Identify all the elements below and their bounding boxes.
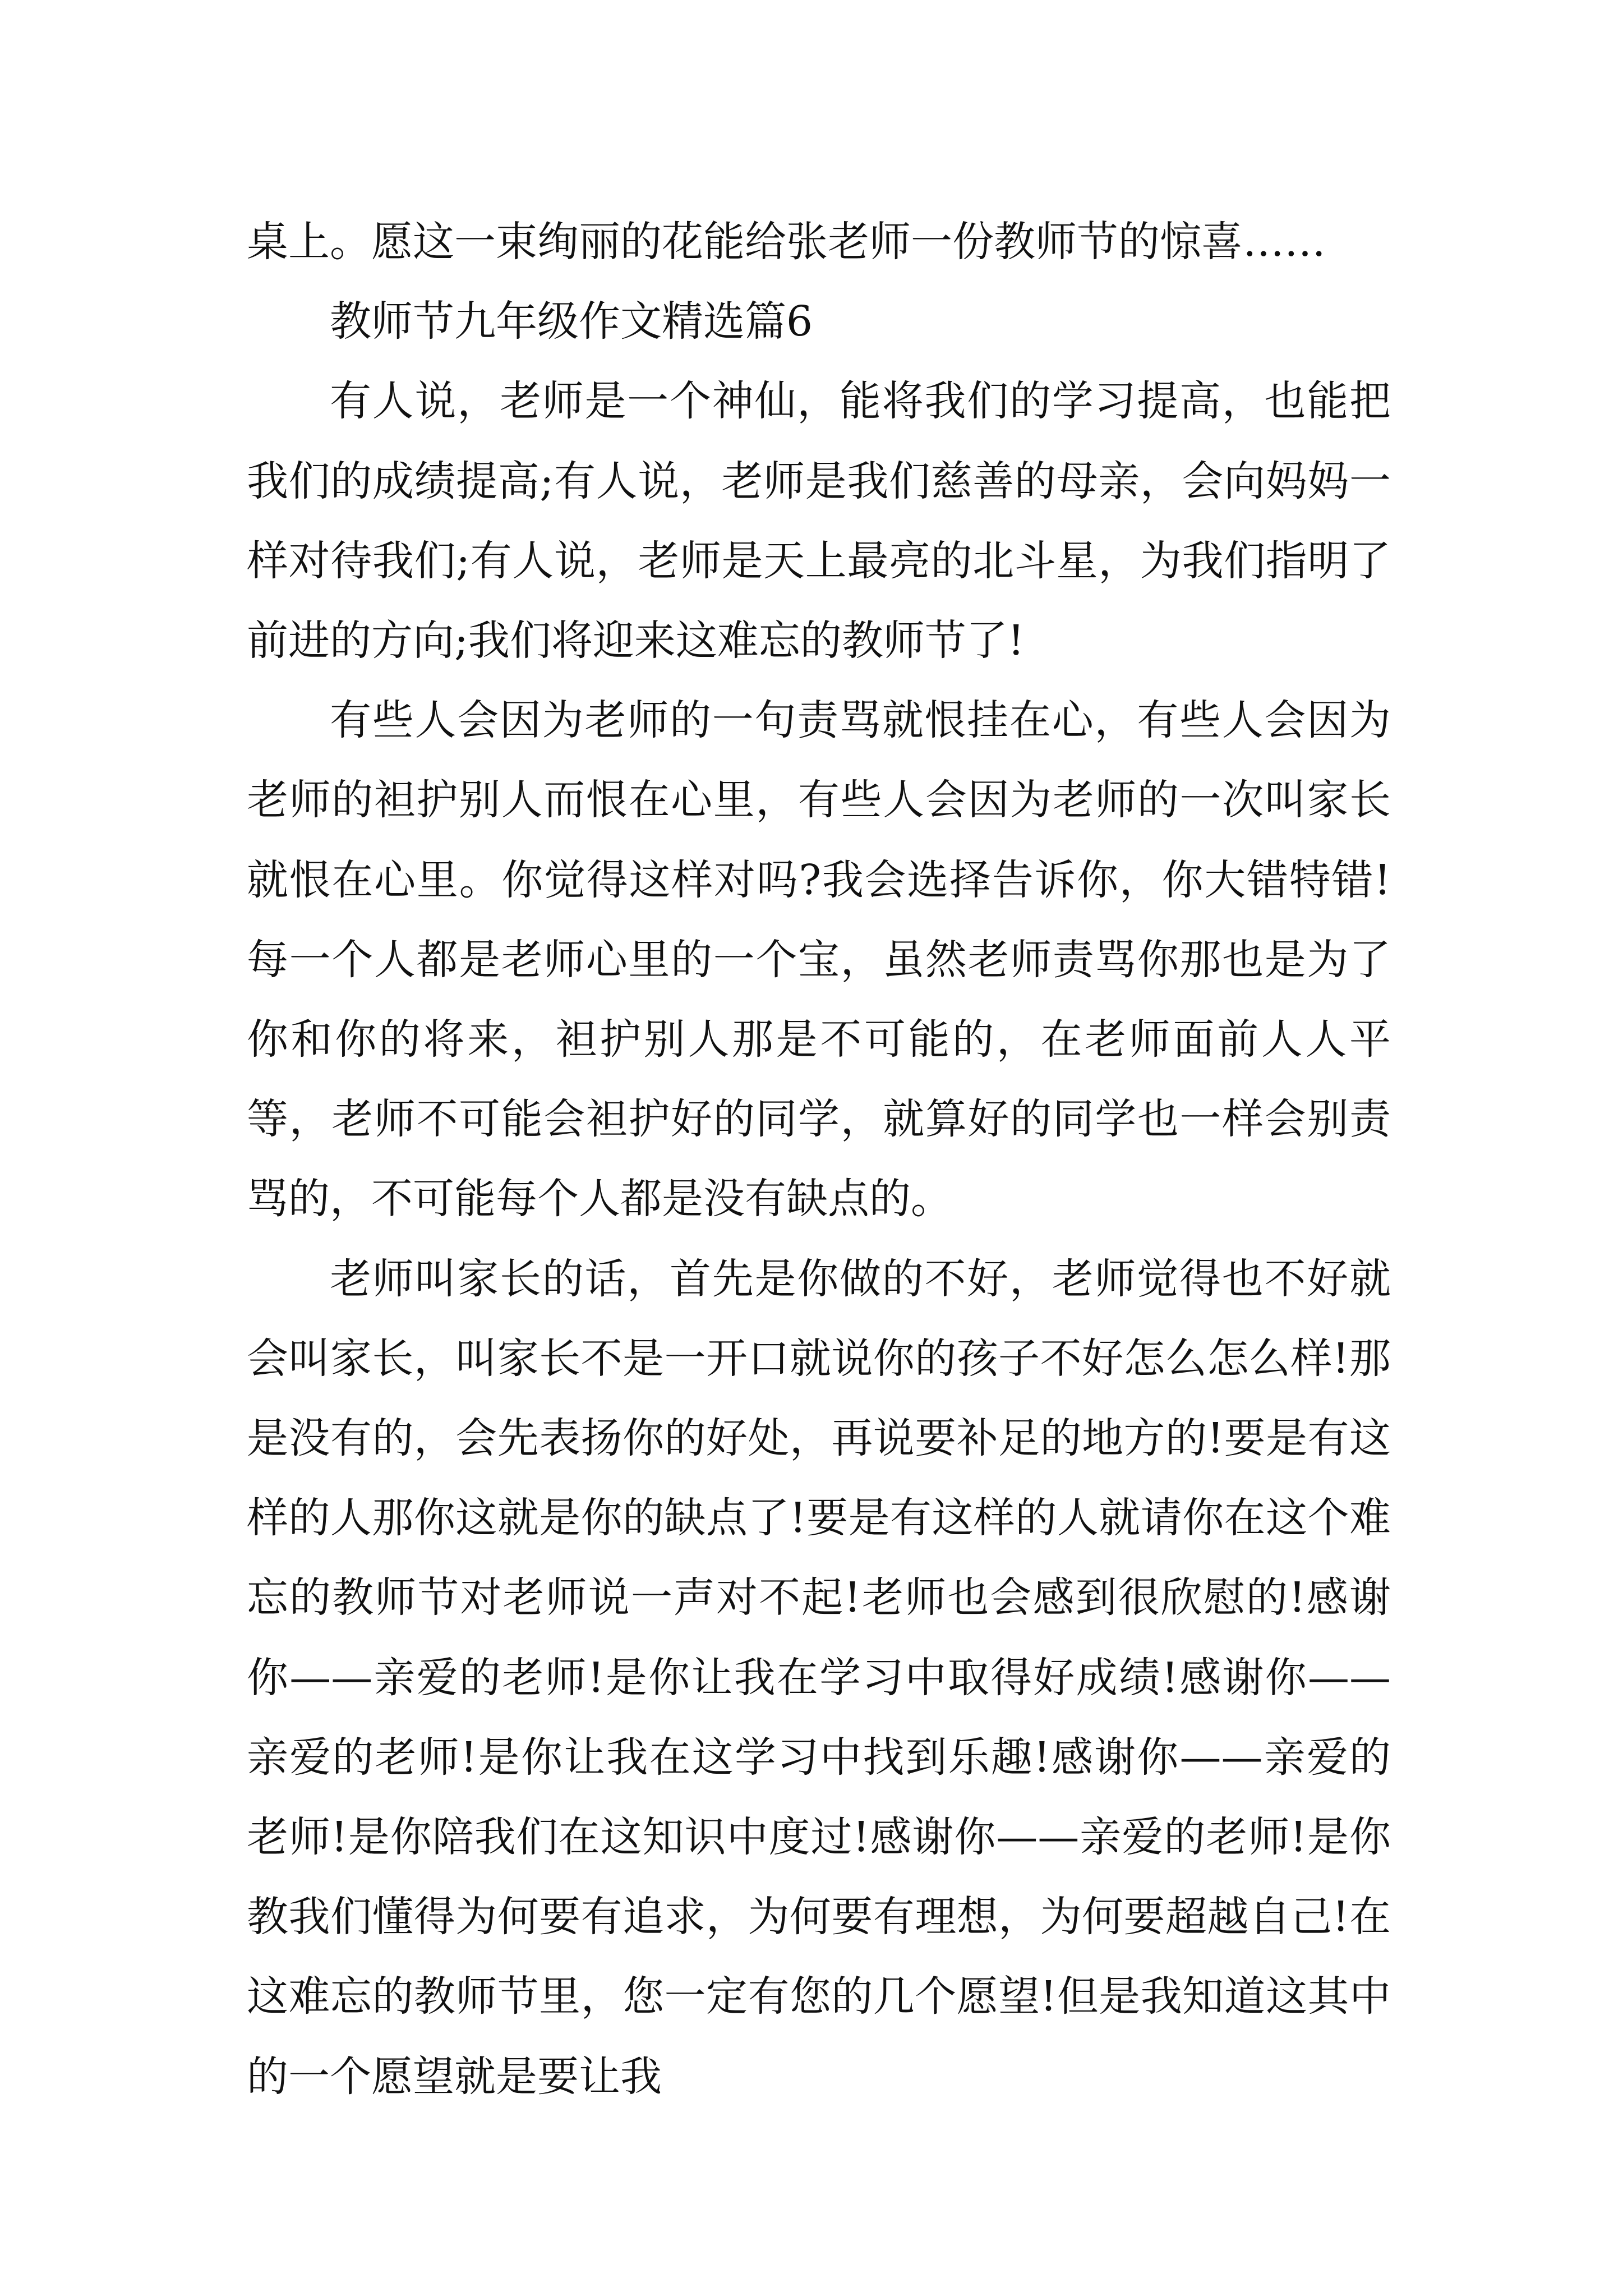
paragraph-1: 有人说，老师是一个神仙，能将我们的学习提高，也能把我们的成绩提高;有人说，老师是我们慈善的母亲，会向妈妈一样对待我们;有人说，老师是天上最亮的北斗星，为我们指明了前进的方向;我们将迎来这难忘的教师节了! <box>247 377 1391 665</box>
document-body <box>247 202 1391 2116</box>
paragraph-2: 有些人会因为老师的一句责骂就恨挂在心，有些人会因为老师的袒护别人而恨在心里，有些人会因为老师的一次叫家长就恨在心里。你觉得这样对吗?我会选择告诉你，你大错特错!每一个人都是老师心里的一个宝，虽然老师责骂你那也是为了你和你的将来，袒护别人那是不可能的，在老师面前人人平等，老师不可能会袒护好的同学，就算好的同学也一样会别责骂的，不可能每个人都是没有缺点的。 <box>247 696 1391 1223</box>
continuation-line: 桌上。愿这一束绚丽的花能给张老师一份教师节的惊喜…… <box>247 218 1326 266</box>
section-title: 教师节九年级作文精选篇6 <box>330 297 813 346</box>
paragraph-3: 老师叫家长的话，首先是你做的不好，老师觉得也不好就会叫家长，叫家长不是一开口就说你的孩子不好怎么怎么样!那是没有的，会先表扬你的好处，再说要补足的地方的!要是有这样的人那你这就是你的缺点了!要是有这样的人就请你在这个难忘的教师节对老师说一声对不起!老师也会感到很欣慰的!感谢你——亲爱的老师!是你让我在学习中取得好成绩!感谢你——亲爱的老师!是你让我在这学习中找到乐趣!感谢你——亲爱的老师!是你陪我们在这知识中度过!感谢你——亲爱的老师!是你教我们懂得为何要有追求，为何要有理想，为何要超越自己!在这难忘的教师节里，您一定有您的几个愿望!但是我知道这其中的一个愿望就是要让我 <box>247 1254 1391 2101</box>
